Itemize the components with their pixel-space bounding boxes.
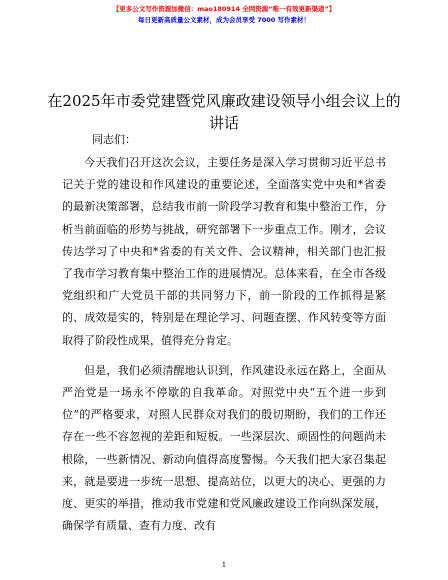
salutation: 同志们： (92, 133, 136, 146)
paragraph-2: 但是，我们必须清醒地认识到，作风建设永远在路上，全面从严治党是一场永不停歇的自我革命。对照党中央“五个进一步到位”的严格要求，对照人民群众对我们的殷切期盼，我们的工作还存在一些不容忽视的差距和短板。一些深层次、顽固性的问题尚未根除，一些新情况、新动向值得高度警惕。今天我们把大家召集起来，就是要进一步统一思想、提高站位，以更大的决心、更强的力度、更实的举措，推动我市党建和党风廉政建设工作向纵深发展，确保学有质量、查有力度、改有 (62, 363, 386, 533)
promo-line-blue: 每日更新高质量公文素材，成为会员享受 7000 写作素材！ (137, 16, 311, 24)
page-number: 1 (221, 561, 227, 569)
document-title: 在2025年市委党建暨党风廉政建设领导小组会议上的讲话 (47, 92, 401, 132)
promo-line-red: 【更多公文写作资源加微信：mao180914 全网资源“唯一有效更新渠道”】 (112, 5, 336, 13)
document-body (62, 152, 386, 537)
promo-header (0, 4, 448, 26)
paragraph-1: 今天我们召开这次会议，主要任务是深入学习贯彻习近平总书记关于党的建设和作风建设的重要论述，全面落实党中央和*省委的最新决策部署，总结我市前一阶段学习教育和集中整治工作，分析当前面临的形势与挑战，研究部署下一步重点工作。刚才，会议传达学习了中央和*省委的有关文件、会议精神，相关部门也汇报了我市学习教育集中整治工作的进展情况。总体来看，在全市各级党组织和广大党员干部的共同努力下，前一阶段的工作抓得是紧的、成效是实的，特别是在理论学习、问题查摆、作风转变等方面取得了阶段性成果，值得充分肯定。 (62, 156, 386, 347)
